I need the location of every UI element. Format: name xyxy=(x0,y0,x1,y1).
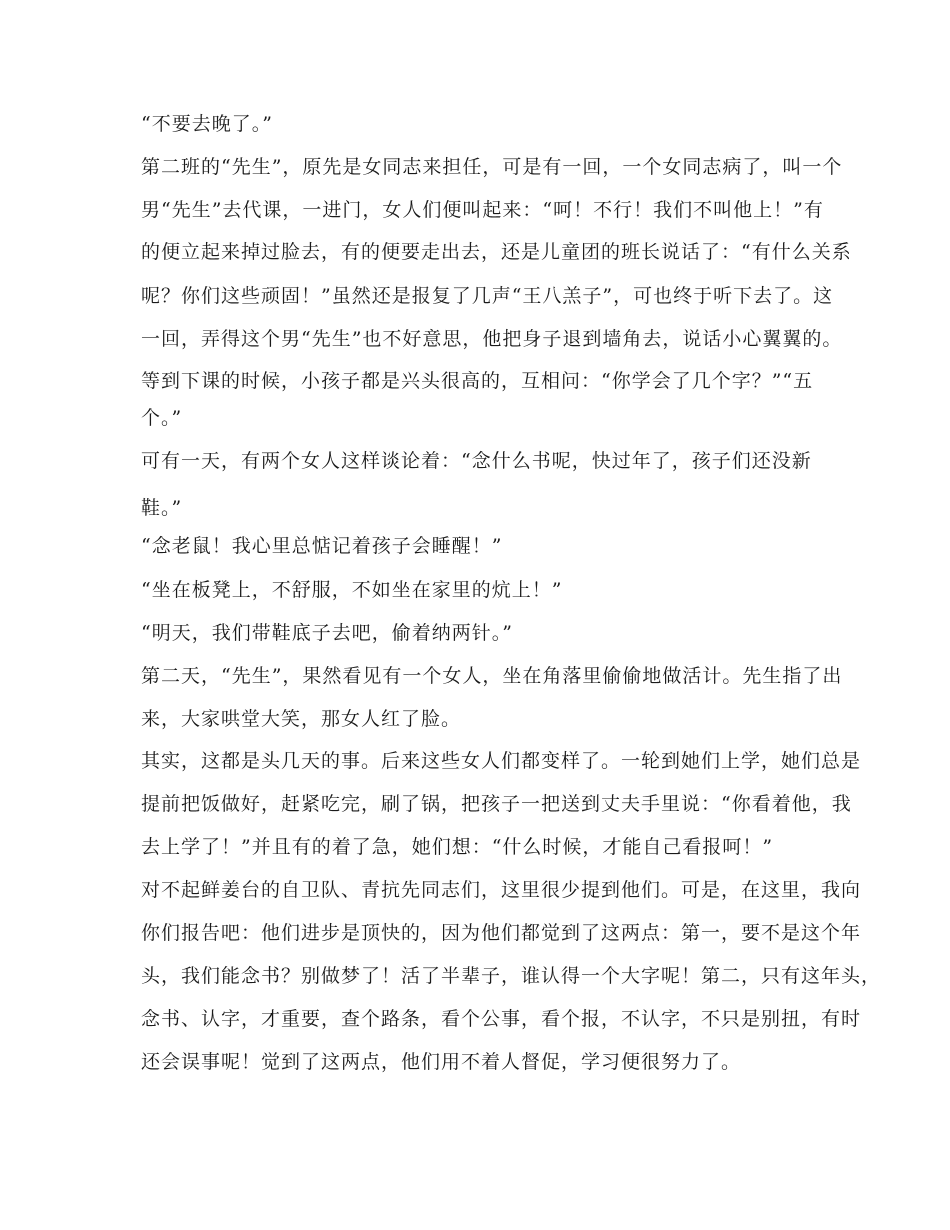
text-line: 去上学了！”并且有的着了急，她们想：“什么时候，才能自己看报呵！” xyxy=(141,836,774,858)
text-line: 可有一天，有两个女人这样谈论着：“念什么书呢，快过年了，孩子们还没新 xyxy=(141,450,812,472)
text-line: 还会误事呢！觉到了这两点，他们用不着人督促，学习便很努力了。 xyxy=(141,1051,742,1073)
text-line: “明天，我们带鞋底子去吧，偷着纳两针。” xyxy=(141,622,513,644)
text-line: 个。” xyxy=(141,407,183,429)
text-line: 呢？你们这些顽固！”虽然还是报复了几声“王八羔子”，可也终于听下去了。这 xyxy=(141,285,834,307)
text-line: 头，我们能念书？别做梦了！活了半辈子，谁认得一个大字呢！第二，只有这年头， xyxy=(141,965,882,987)
text-line: 鞋。” xyxy=(141,497,183,519)
text-line: 一回，弄得这个男“先生”也不好意思，他把身子退到墙角去，说话小心翼翼的。 xyxy=(141,328,843,350)
text-line: “不要去晚了。” xyxy=(141,113,273,135)
text-line: 你们报告吧：他们进步是顶快的，因为他们都觉到了这两点：第一，要不是这个年 xyxy=(141,922,862,944)
text-line: 念书、认字，才重要，查个路条，看个公事，看个报，不认字，不只是别扭，有时 xyxy=(141,1008,862,1030)
text-line: 第二班的“先生”，原先是女同志来担任，可是有一回，一个女同志病了，叫一个 xyxy=(141,156,843,178)
text-line: 其实，这都是头几天的事。后来这些女人们都变样了。一轮到她们上学，她们总是 xyxy=(141,750,862,772)
text-line: 来，大家哄堂大笑，那女人红了脸。 xyxy=(141,708,462,730)
text-line: 提前把饭做好，赶紧吃完，刷了锅，把孩子一把送到丈夫手里说：“你看着他，我 xyxy=(141,793,852,815)
text-line: 男“先生”去代课，一进门，女人们便叫起来：“呵！不行！我们不叫他上！”有 xyxy=(141,199,824,221)
text-line: 第二天，“先生”，果然看见有一个女人，坐在角落里偷偷地做活计。先生指了出 xyxy=(141,665,843,687)
text-line: “念老鼠！我心里总惦记着孩子会睡醒！” xyxy=(141,535,503,557)
text-line: “坐在板凳上，不舒服，不如坐在家里的炕上！” xyxy=(141,579,563,601)
text-line: 等到下课的时候，小孩子都是兴头很高的，互相问：“你学会了几个字？”“五 xyxy=(141,370,814,392)
text-line: 的便立起来掉过脸去，有的便要走出去，还是儿童团的班长说话了：“有什么关系 xyxy=(141,241,852,263)
text-line: 对不起鲜姜台的自卫队、青抗先同志们，这里很少提到他们。可是，在这里，我向 xyxy=(141,879,862,901)
